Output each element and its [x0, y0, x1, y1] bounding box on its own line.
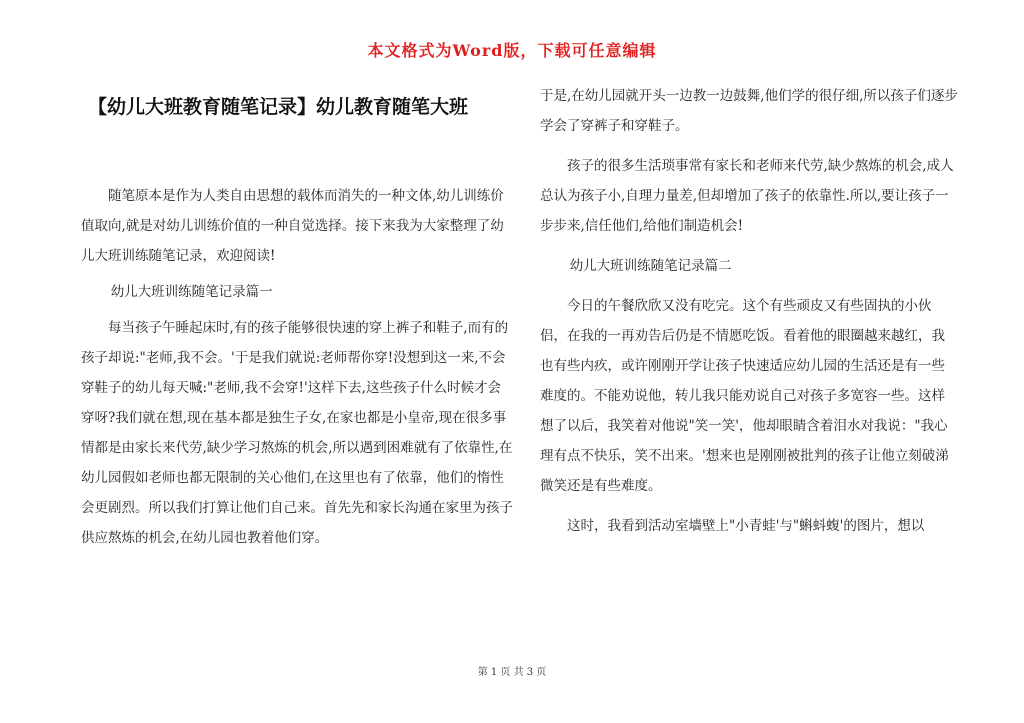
section1-body: 每当孩子午睡起床时,有的孩子能够很快速的穿上裤子和鞋子,而有的孩子却说:"老师,我不会。'于是我们就说:老师帮你穿!没想到这一来,不会穿鞋子的幼儿每天喊:"老师,我不会穿!'这样下去,这些孩子什么时候才会穿呀?我们就在想,现在基本都是独生子女,在家也都是小皇帝,现在很多事情都是由家长来代劳,缺少学习熬炼的机会,所以遇到困难就有了依靠性,在幼儿园假如老师也都无限制的关心他们,在这里也有了依靠，他们的惰性会更剧烈。所以我们打算让他们自己来。首先先和家长沟通在家里为孩子供应熬炼的机会,在幼儿园也教着他们穿。: [81, 320, 513, 546]
paragraph-3: 今日的午餐欣欣又没有吃完。这个有些顽皮又有些固执的小伙侣，在我的一再劝告后仍是不情愿吃饭。看着他的眼圈越来越红，我也有些内疚，或许刚刚开学让孩子快速适应幼儿园的生活还是有一些难度的。不能劝说他，转儿我只能劝说自己对孩子多宽容一些。这样想了以后，我笑着对他说"笑一笑'，他却眼睛含着泪水对我说："我心理有点不快乐，笑不出来。'想来也是刚刚被批判的孩子让他立刻破涕微笑还是有些难度。: [540, 298, 949, 494]
continuation-paragraph: 于是,在幼儿园就开头一边教一边鼓舞,他们学的很仔细,所以孩子们逐步学会了穿裤子和穿鞋子。: [540, 88, 958, 134]
right-column: [540, 81, 958, 541]
intro-paragraph: 随笔原本是作为人类自由思想的载体而消失的一种文体,幼儿训练价值取向,就是对幼儿训练价值的一种自觉选择。接下来我为大家整理了幼儿大班训练随笔记录，欢迎阅读!: [81, 188, 504, 264]
section1-heading: 幼儿大班训练随笔记录篇一: [110, 284, 273, 300]
paragraph-2: 孩子的很多生活琐事常有家长和老师来代劳,缺少熬炼的机会,成人总认为孩子小,自理力量差,但却增加了孩子的依靠性.所以,要让孩子一步步来,信任他们,给他们制造机会!: [540, 158, 954, 234]
left-column: [81, 181, 513, 553]
page-title: 【幼儿大班教育随笔记录】幼儿教育随笔大班: [88, 96, 469, 118]
page-number: 第 1 页 共 3 页: [477, 667, 547, 678]
word-format-banner: 本文格式为Word版，下载可任意编辑: [367, 41, 657, 60]
section2-heading: 幼儿大班训练随笔记录篇二: [569, 258, 732, 274]
paragraph-4: 这时，我看到活动室墙壁上"小青蛙'与"蝌蚪蝮'的图片，想以: [567, 518, 925, 534]
